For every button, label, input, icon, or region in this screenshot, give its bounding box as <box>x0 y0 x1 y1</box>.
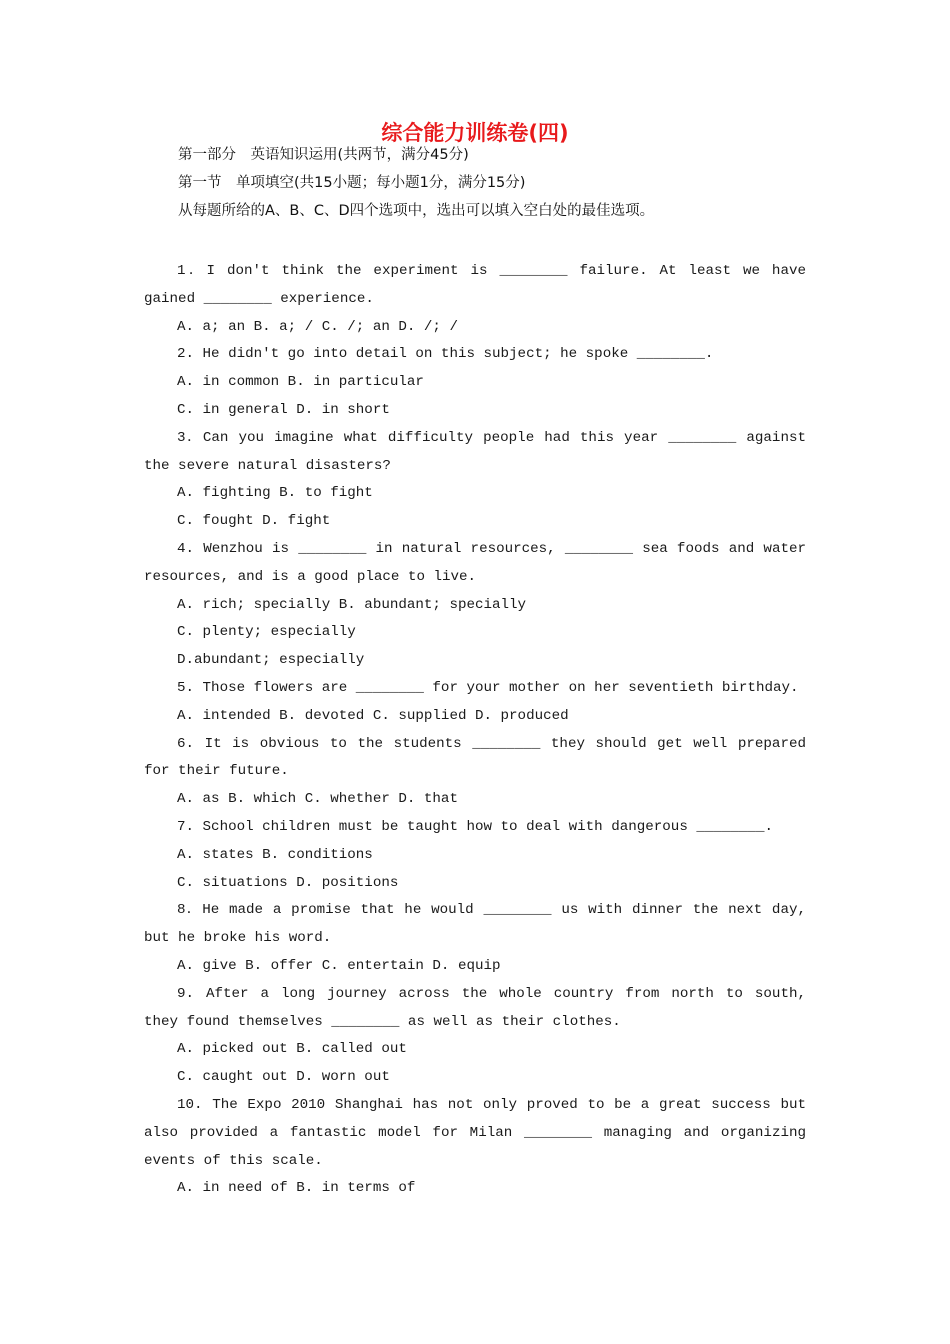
section-header: 第一节 单项填空(共15小题；每小题1分，满分15分) <box>178 175 526 191</box>
answer-options: A. intended B. devoted C. supplied D. produced <box>177 707 569 724</box>
answer-options: C. situations D. positions <box>177 874 399 891</box>
answer-options: D.abundant; especially <box>177 652 365 669</box>
question-stem: 3．Can you imagine what difficulty people had this year ________ against the severe natural disasters? <box>144 429 806 474</box>
question-stem: 8．He made a promise that he would ________ us with dinner the next day, but he broke his word. <box>144 902 806 947</box>
answer-options: A. fighting B. to fight <box>177 485 373 502</box>
answer-options: C. in general D. in short <box>177 401 390 418</box>
answer-options: A. rich; specially B. abundant; specially <box>177 596 527 613</box>
question-list <box>144 258 806 1203</box>
question-stem: 6. It is obvious to the students ________ they should get well prepared for their future. <box>144 735 806 780</box>
answer-options: C. fought D. fight <box>177 513 331 530</box>
part-header: 第一部分 英语知识运用(共两节，满分45分) <box>178 147 469 163</box>
answer-options: C. plenty; especially <box>177 624 356 641</box>
answer-options: A. in need of B. in terms of <box>177 1180 416 1197</box>
answer-options: A. a; an B. a; / C. /; an D. /; / <box>177 318 458 335</box>
question-stem: 9. After a long journey across the whole country from north to south, they found themselves ________ as well as their clothes. <box>144 985 806 1030</box>
answer-options: A. picked out B. called out <box>177 1041 407 1058</box>
page-title: 综合能力训练卷(四) <box>381 121 569 145</box>
question-stem: 7. School children must be taught how to deal with dangerous ________. <box>177 818 773 835</box>
answer-options: A. give B. offer C. entertain D. equip <box>177 957 501 974</box>
question-stem: 4. Wenzhou is ________ in natural resources, ________ sea foods and water resources, and is a good place to live. <box>144 540 806 585</box>
question-stem: 10. The Expo 2010 Shanghai has not only proved to be a great success but also provided a fantastic model for Milan ________ managing and organizing events of this scale. <box>144 1096 806 1169</box>
question-stem: 2. He didn't go into detail on this subject; he spoke ________. <box>177 346 714 363</box>
question-stem: 5. Those flowers are ________ for your mother on her seventieth birthday. <box>177 679 799 696</box>
question-stem: 1．I don't think the experiment is ________ failure. At least we have gained ________ experience. <box>144 263 806 307</box>
answer-options: A. as B. which C. whether D. that <box>177 791 458 808</box>
answer-options: A. states B. conditions <box>177 846 373 863</box>
instruction-text: 从每题所给的A、B、C、D四个选项中，选出可以填入空白处的最佳选项。 <box>178 203 655 219</box>
answer-options: C. caught out D. worn out <box>177 1069 390 1086</box>
answer-options: A. in common B. in particular <box>177 374 424 391</box>
